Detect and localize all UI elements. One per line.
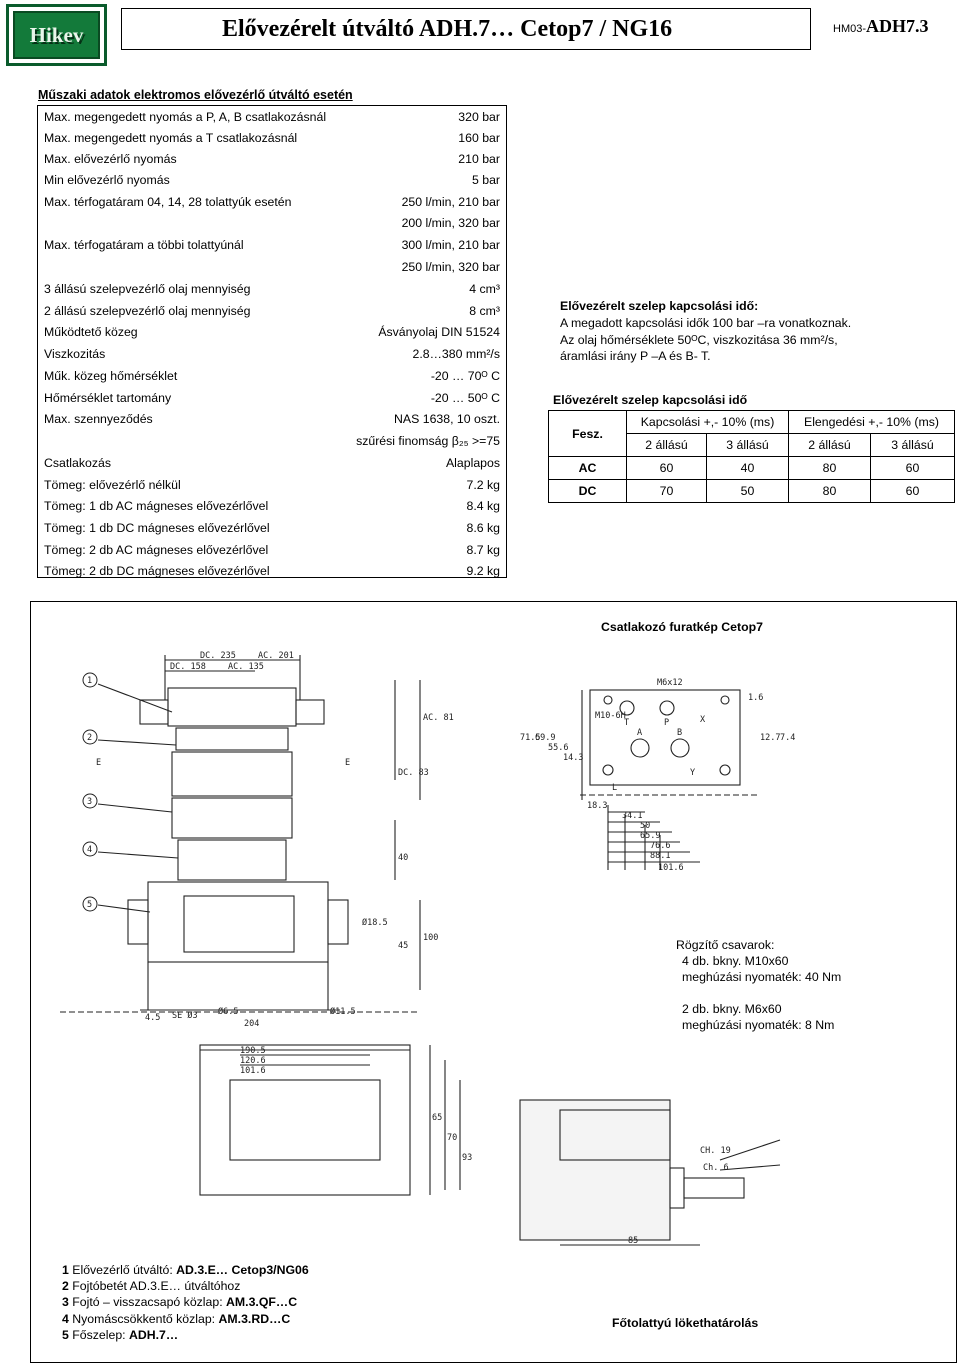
dim-label: 204	[244, 1019, 260, 1029]
doc-code-main: ADH7.3	[866, 16, 929, 36]
spec-label: Tömeg: 1 db AC mágneses elővezérlővel	[44, 499, 269, 513]
spec-value: 320 bar	[458, 110, 500, 124]
legend-item	[62, 1278, 309, 1294]
dim-label: 14.3	[563, 753, 584, 763]
dim-label: 101.6	[658, 863, 684, 873]
spec-label: Max. megengedett nyomás a P, A, B csatlakozásnál	[44, 110, 327, 124]
spec-value: 8.4 kg	[466, 499, 500, 513]
table-cell: 80	[789, 480, 871, 503]
spec-label: Max. szennyeződés	[44, 412, 153, 426]
spec-label: Csatlakozás	[44, 456, 111, 470]
spec-value: 8 cm³	[469, 304, 500, 318]
port-label: X	[700, 715, 706, 725]
dim-label: 12.7	[760, 733, 781, 743]
legend-code: AM.3.QF…C	[226, 1295, 298, 1310]
valve-side-view	[60, 655, 460, 1195]
dim-label: 34.1	[622, 811, 643, 821]
table-cell: 60	[627, 457, 707, 480]
dim-label: 70	[447, 1133, 458, 1143]
item-number: 1	[87, 676, 93, 686]
stroke-limiter-view	[520, 1100, 780, 1245]
spec-value: 7.2 kg	[466, 478, 500, 492]
spec-label: Tömeg: 2 db DC mágneses elővezérlővel	[44, 564, 270, 578]
dim-label: 65.9	[640, 831, 661, 841]
switching-line: Az olaj hőmérséklete 50ᴼC, viszkozitása 36 mm²/s,	[560, 333, 838, 347]
dim-label: M6x12	[657, 678, 683, 688]
spec-value: -20 … 70ᴼ C	[430, 369, 500, 383]
legend-item	[62, 1262, 309, 1278]
dim-label: 101.6	[240, 1066, 266, 1076]
dim-label: 120.6	[240, 1056, 266, 1066]
table-cell: 60	[871, 457, 955, 480]
spec-label: Tömeg: elővezérlő nélkül	[44, 478, 181, 492]
spec-label: Max. megengedett nyomás a T csatlakozásnál	[44, 131, 298, 145]
legend-code: ADH.7…	[129, 1327, 179, 1342]
legend-item	[62, 1311, 309, 1327]
dim-label: 4.5	[145, 1013, 161, 1023]
spec-value: Alaplapos	[445, 456, 500, 470]
dim-label: AC. 81	[423, 713, 454, 723]
dim-label: 7.4	[780, 733, 796, 743]
subheader-cell: 3 állású	[871, 434, 955, 457]
doc-code-prefix: HM03-	[833, 23, 867, 35]
port-label: Y	[690, 768, 696, 778]
table-cell: 50	[707, 480, 789, 503]
spec-value: 8.7 kg	[466, 543, 500, 557]
spec-value: 9.2 kg	[466, 564, 500, 578]
legend-num: 2	[62, 1279, 69, 1294]
dim-label: 85	[628, 1236, 639, 1246]
table-cell: 60	[871, 480, 955, 503]
item-number: 5	[87, 900, 93, 910]
spec-label: Tömeg: 2 db AC mágneses elővezérlővel	[44, 543, 269, 557]
bolt-info	[676, 937, 841, 1033]
spec-label: Tömeg: 1 db DC mágneses elővezérlővel	[44, 521, 270, 535]
logo-text: Hikev	[29, 22, 84, 47]
dim-label: AC. 201	[258, 651, 294, 661]
dim-label: Ø11.5	[330, 1007, 356, 1017]
dim-label: E	[345, 758, 351, 768]
dim-label: DC. 235	[200, 651, 236, 661]
spec-label: 2 állású szelepvezérlő olaj mennyiség	[44, 304, 251, 318]
table-cell: 40	[707, 457, 789, 480]
spec-value: 300 l/min, 210 bar	[401, 238, 500, 252]
spec-label: Viszkozitás	[44, 347, 106, 361]
table-cell: 70	[627, 480, 707, 503]
spec-value: 210 bar	[458, 152, 500, 166]
dim-label: Ø18.5	[362, 918, 388, 928]
spec-value: -20 … 50ᴼ C	[430, 391, 500, 405]
port-label: L	[612, 783, 618, 793]
on-time-header: Kapcsolási +,- 10% (ms)	[627, 411, 789, 434]
switching-line: A megadott kapcsolási idők 100 bar –ra vonatkoznak.	[560, 316, 852, 330]
legend-num: 5	[62, 1327, 69, 1342]
spec-label: Max. térfogatáram a többi tolattyúnál	[44, 238, 244, 252]
spec-label: Max. térfogatáram 04, 14, 28 tolattyúk esetén	[44, 195, 292, 209]
dim-label: DC. 158	[170, 662, 206, 672]
dim-label: 100	[423, 933, 439, 943]
table-cell: 80	[789, 457, 871, 480]
dim-label: 69.9	[535, 733, 556, 743]
legend-num: 1	[62, 1263, 69, 1277]
bolt-line: 2 db. bkny. M6x60	[682, 1002, 782, 1016]
legend-text: Fojtó – visszacsapó közlap:	[68, 1295, 227, 1310]
legend-item	[62, 1294, 309, 1310]
spec-label: Max. elővezérlő nyomás	[44, 152, 177, 166]
dim-label: E	[96, 758, 102, 768]
row-label: AC	[549, 457, 627, 480]
bolt-title: Rögzítő csavarok:	[676, 938, 775, 952]
port-label: B	[677, 728, 683, 738]
spec-label: Hőmérséklet tartomány	[44, 391, 172, 405]
legend-text: Főszelep:	[68, 1327, 129, 1342]
dim-label: 190.5	[240, 1046, 266, 1056]
row-label: DC	[549, 480, 627, 503]
spec-value: 5 bar	[471, 173, 500, 187]
spec-value: 8.6 kg	[466, 521, 500, 535]
spec-value: 250 l/min, 210 bar	[401, 195, 500, 209]
dim-label: M10-6H	[595, 711, 626, 721]
spec-label: Min elővezérlő nyomás	[44, 173, 170, 187]
item-number: 2	[87, 733, 93, 743]
page-title: Elővezérelt útváltó ADH.7… Cetop7 / NG16	[222, 15, 673, 42]
off-time-header: Elengedési +,- 10% (ms)	[789, 411, 955, 434]
legend-num: 4	[62, 1311, 69, 1326]
spec-label: Működtető közeg	[44, 325, 138, 339]
dim-label: AC. 135	[228, 662, 264, 672]
dim-label: 71.5	[520, 733, 541, 743]
item-markers	[83, 673, 97, 911]
parts-legend	[62, 1262, 309, 1343]
bolt-line: meghúzási nyomaték: 8 Nm	[682, 1018, 835, 1032]
legend-text: Nyomáscsökkentő közlap:	[68, 1311, 219, 1326]
dim-label: 1.6	[748, 693, 764, 703]
bolt-line: meghúzási nyomaték: 40 Nm	[682, 970, 842, 984]
dim-label: CH. 19	[700, 1146, 731, 1156]
switching-heading: Elővezérelt szelep kapcsolási idő:	[560, 299, 759, 313]
spec-title: Műszaki adatok elektromos elővezérlő útváltó esetén	[38, 88, 353, 102]
dim-label: 55.6	[548, 743, 569, 753]
spec-value: 4 cm³	[469, 282, 500, 296]
subheader-cell: 2 állású	[627, 434, 707, 457]
switching-table-title: Elővezérelt szelep kapcsolási idő	[553, 393, 748, 407]
port-label: T	[624, 718, 630, 728]
dim-label: Ch. 6	[703, 1163, 729, 1173]
dim-label: 40	[398, 853, 409, 863]
legend-code: AD.3.E… Cetop3/NG06	[176, 1263, 309, 1277]
dim-label: Ø6.5	[218, 1007, 239, 1017]
port-label: A	[637, 728, 643, 738]
spec-value: Ásványolaj DIN 51524	[378, 325, 500, 339]
legend-num: 3	[62, 1295, 69, 1310]
dim-label: SE Ø3	[172, 1011, 198, 1021]
stroke-limit-caption: Főtolattyú lökethatárolás	[612, 1316, 759, 1330]
spec-value: 250 l/min, 320 bar	[401, 260, 500, 274]
subheader-cell: 2 állású	[789, 434, 871, 457]
legend-text: Elővezérlő útváltó:	[68, 1263, 177, 1277]
spec-value: 160 bar	[458, 131, 500, 145]
bolt-line: 4 db. bkny. M10x60	[682, 954, 789, 968]
legend-text: Fojtóbetét AD.3.E… útváltóhoz	[68, 1279, 241, 1294]
spec-label: Műk. közeg hőmérséklet	[44, 369, 178, 383]
dim-label: 65	[432, 1113, 443, 1123]
spec-value: NAS 1638, 10 oszt.	[394, 412, 500, 426]
subheader-cell: 3 állású	[707, 434, 789, 457]
item-number: 4	[87, 845, 93, 855]
fesz-header: Fesz.	[549, 411, 627, 457]
port-pattern-caption: Csatlakozó furatkép Cetop7	[601, 620, 763, 634]
legend-item	[62, 1327, 309, 1343]
dim-label: 76.6	[650, 841, 671, 851]
item-number: 3	[87, 797, 93, 807]
dim-label: 18.3	[587, 801, 608, 811]
legend-code: AM.3.RD…C	[218, 1311, 291, 1326]
switching-line: áramlási irány P –A és B- T.	[560, 349, 711, 363]
dim-label: 88.1	[650, 851, 671, 861]
spec-value: szűrési finomság β₂₅ >=75	[356, 434, 500, 448]
spec-value: 2.8…380 mm²/s	[412, 347, 500, 361]
spec-label: 3 állású szelepvezérlő olaj mennyiség	[44, 282, 251, 296]
spec-value: 200 l/min, 320 bar	[401, 216, 500, 230]
dim-label: 50	[640, 821, 651, 831]
dim-label: DC. 83	[398, 768, 429, 778]
dim-label: 93	[462, 1153, 473, 1163]
dim-label: 45	[398, 941, 409, 951]
port-label: P	[664, 718, 670, 728]
